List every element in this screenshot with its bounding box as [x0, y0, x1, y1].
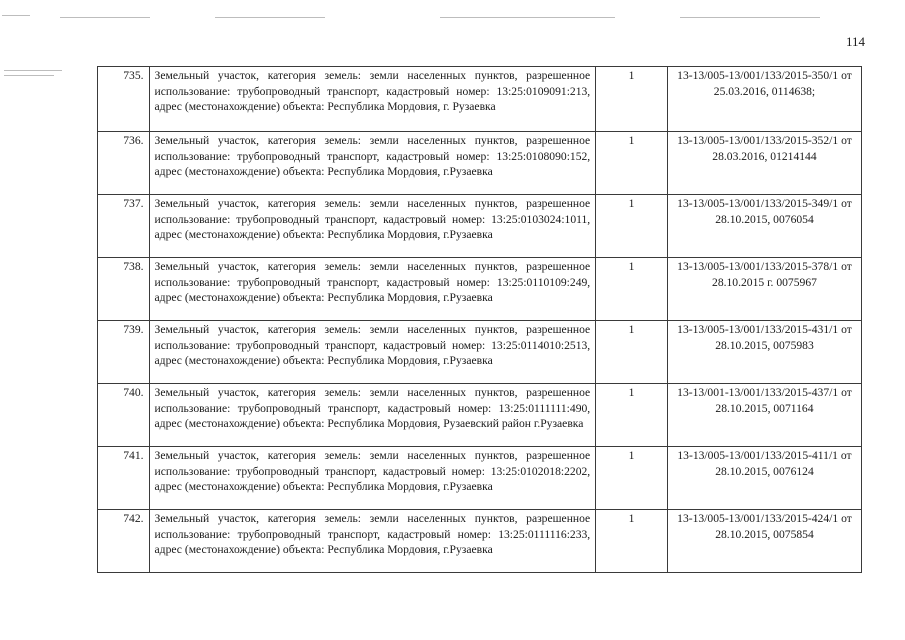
- row-quantity: 1: [596, 447, 668, 510]
- row-description: Земельный участок, категория земель: земли населенных пунктов, разрешенное использование: трубопроводный транспорт, кадастровый номер: 13:25:0111111:490, адрес (местонахождение) объекта: Республика Мордовия, Рузаевский район г.Рузаевка: [149, 384, 596, 447]
- scan-mark: [680, 17, 820, 18]
- row-registration: 13-13/005-13/001/133/2015-424/1 от 28.10.2015, 0075854: [667, 510, 861, 573]
- row-quantity: 1: [596, 67, 668, 132]
- table-row: [98, 132, 862, 195]
- row-quantity: 1: [596, 132, 668, 195]
- scan-mark: [4, 75, 54, 76]
- table-row: [98, 447, 862, 510]
- table-row: [98, 510, 862, 573]
- scan-mark: [4, 70, 62, 71]
- row-number: 741.: [98, 447, 150, 510]
- table-row: [98, 258, 862, 321]
- row-number: 736.: [98, 132, 150, 195]
- row-registration: 13-13/005-13/001/133/2015-431/1 от 28.10.2015, 0075983: [667, 321, 861, 384]
- row-quantity: 1: [596, 321, 668, 384]
- row-quantity: 1: [596, 384, 668, 447]
- row-registration: 13-13/001-13/001/133/2015-437/1 от 28.10.2015, 0071164: [667, 384, 861, 447]
- scan-artifact-left: [4, 68, 62, 78]
- row-quantity: 1: [596, 258, 668, 321]
- row-description: Земельный участок, категория земель: земли населенных пунктов, разрешенное использование: трубопроводный транспорт, кадастровый номер: 13:25:0111116:233, адрес (местонахождение) объекта: Республика Мордовия, г.Рузаевка: [149, 510, 596, 573]
- scan-artifact-top: [0, 13, 905, 23]
- row-quantity: 1: [596, 510, 668, 573]
- row-quantity: 1: [596, 195, 668, 258]
- row-registration: 13-13/005-13/001/133/2015-350/1 от 25.03.2016, 0114638;: [667, 67, 861, 132]
- row-number: 738.: [98, 258, 150, 321]
- page-number: 114: [846, 34, 866, 49]
- scan-mark: [440, 17, 615, 18]
- row-description: Земельный участок, категория земель: земли населенных пунктов, разрешенное использование: трубопроводный транспорт, кадастровый номер: 13:25:0114010:2513, адрес (местонахождение) объекта: Республика Мордовия, г.Рузаевка: [149, 321, 596, 384]
- row-description: Земельный участок, категория земель: земли населенных пунктов, разрешенное использование: трубопроводный транспорт, кадастровый номер: 13:25:0109091:213, адрес (местонахождение) объекта: Республика Мордовия, г. Рузаевка: [149, 67, 596, 132]
- row-description: Земельный участок, категория земель: земли населенных пунктов, разрешенное использование: трубопроводный транспорт, кадастровый номер: 13:25:0102018:2202, адрес (местонахождение) объекта: Республика Мордовия, г.Рузаевка: [149, 447, 596, 510]
- row-number: 735.: [98, 67, 150, 132]
- property-registry-table: [97, 66, 862, 573]
- row-registration: 13-13/005-13/001/133/2015-352/1 от 28.03.2016, 01214144: [667, 132, 861, 195]
- row-registration: 13-13/005-13/001/133/2015-349/1 от 28.10.2015, 0076054: [667, 195, 861, 258]
- scan-mark: [2, 15, 30, 16]
- row-description: Земельный участок, категория земель: земли населенных пунктов, разрешенное использование: трубопроводный транспорт, кадастровый номер: 13:25:0110109:249, адрес (местонахождение) объекта: Республика Мордовия, г.Рузаевка: [149, 258, 596, 321]
- table-row: [98, 67, 862, 132]
- scan-mark: [60, 17, 150, 18]
- row-description: Земельный участок, категория земель: земли населенных пунктов, разрешенное использование: трубопроводный транспорт, кадастровый номер: 13:25:0103024:1011, адрес (местонахождение) объекта: Республика Мордовия, г.Рузаевка: [149, 195, 596, 258]
- row-number: 739.: [98, 321, 150, 384]
- row-registration: 13-13/005-13/001/133/2015-378/1 от 28.10.2015 г. 0075967: [667, 258, 861, 321]
- table-row: [98, 195, 862, 258]
- row-number: 737.: [98, 195, 150, 258]
- table-row: [98, 321, 862, 384]
- row-number: 740.: [98, 384, 150, 447]
- row-registration: 13-13/005-13/001/133/2015-411/1 от 28.10.2015, 0076124: [667, 447, 861, 510]
- row-number: 742.: [98, 510, 150, 573]
- row-description: Земельный участок, категория земель: земли населенных пунктов, разрешенное использование: трубопроводный транспорт, кадастровый номер: 13:25:0108090:152, адрес (местонахождение) объекта: Республика Мордовия, г.Рузаевка: [149, 132, 596, 195]
- scan-mark: [215, 17, 325, 18]
- table-row: [98, 384, 862, 447]
